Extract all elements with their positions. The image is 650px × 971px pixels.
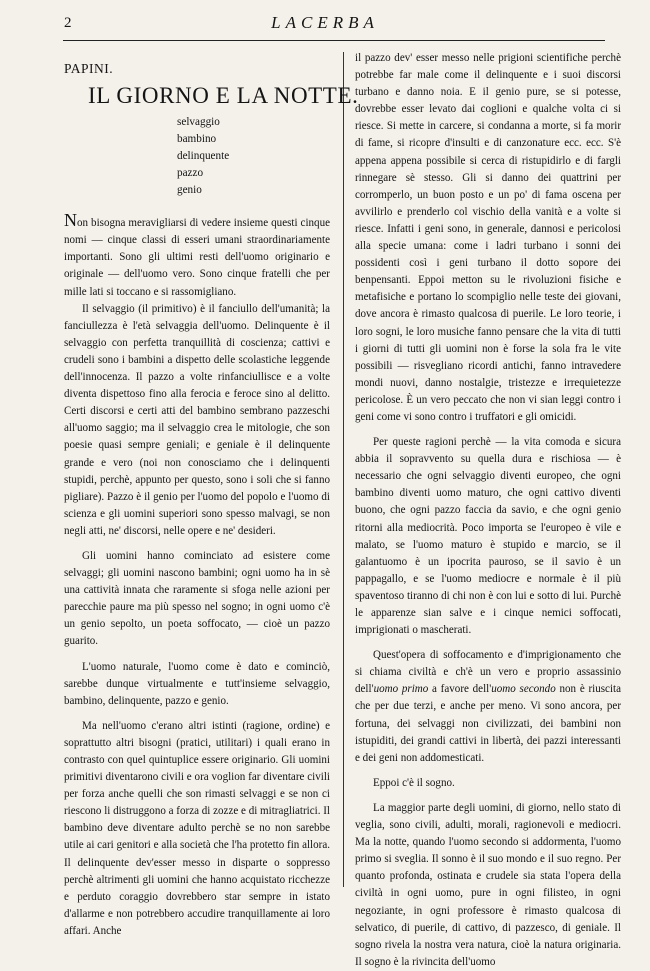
italic-phrase: uomo secondo xyxy=(491,683,556,696)
epigraph-line: delinquente xyxy=(177,150,230,163)
paragraph-text: a favore dell' xyxy=(428,683,492,696)
paragraph: L'uomo naturale, l'uomo come è dato e cominciò, sarebbe dunque virtualmente e tutt'insieme selvaggio, bambino, delinquente, pazzo e genio. xyxy=(64,660,330,707)
epigraph-line: bambino xyxy=(177,133,217,146)
paragraph: Eppoi c'è il sogno. xyxy=(373,776,455,789)
paragraph-text: non è riuscita che per due terzi, e anche per meno. Vi sono ancora, per fortuna, dei selvaggi non civilizzati, dei bambini non istupiditi, dei grandi cattivi in libertà, dei pazzi interessanti e dei geni non addomesticati. xyxy=(355,683,621,764)
paragraph xyxy=(64,210,330,300)
epigraph xyxy=(177,114,330,199)
epigraph-line: selvaggio xyxy=(177,116,220,129)
paragraph: Ma nell'uomo c'erano altri istinti (ragione, ordine) e soprattutto altri bisogni (pratici, utilitari) i quali erano in contrasto con quel quintuplice essere originario. Gli uomini primitivi diventarono civili e ora voglion far diventare civili per forza anche quelli che son rimasti selvaggi e se non ci riescono li distruggono a forza di zozze e di mitragliatrici. Il bambino deve diventare adulto perchè se no non sarebbe utile ai cari genitori e alla società che l'ha protetto fin allora. Il delinquente dev'esser messo in disparte o soppresso perchè altrimenti gli uomini che hanno acquistato ricchezze e perduto coraggio dovrebbero star sempre in istato d'allarme e non potrebbero accudire tranquillamente ai loro affari. Anche xyxy=(64,719,330,937)
right-column xyxy=(355,50,621,968)
paragraph-text: Quest'opera di soffocamento e d'imprigionamento che si chiama civiltà e ch'è un vero e proprio assassinio dell' xyxy=(355,649,621,696)
paragraph: La maggior parte degli uomini, di giorno, nello stato di veglia, sono civili, adulti, morali, ragionevoli e mediocri. Ma la notte, quando l'uomo secondo si addormenta, l'uomo primo si sveglia. Il sonno è il suo mondo e il suo regno. Per quanto profonda, ostinata e crudele sia stata l'opera della civiltà in ogni uomo, pure in ogni filisteo, in ogni negoziante, in ogni professore è rimasto qualcosa di selvatico, di puerile, di cattivo, di pazzesco, di geniale. Il sogno rivela la nostra vera natura, cioè la natura originaria. Il sogno è la rivincita dell'uomo xyxy=(355,801,621,968)
article-title: IL GIORNO E LA NOTTE. xyxy=(88,83,359,109)
epigraph-line: genio xyxy=(177,184,202,197)
journal-title: LACERBA xyxy=(271,13,379,32)
paragraph xyxy=(355,647,621,767)
paragraph: Per queste ragioni perchè — la vita comoda e sicura abbia il sopravvento su quella dura e rischiosa — è necessario che ogni selvaggio diventi europeo, che ogni bambino diventi uomo maturo, che ogni cattivo diventi buono, che ogni pazzo faccia da savio, e che ogni genio ritorni alla mediocrità. Poco importa se l'europeo è vile e malato, se l'uomo maturo è stupido e marcio, se il galantuomo è un ipocrita pauroso, se il savio è un pappagallo, e se l'uomo mediocre e normale è il più spaventoso tiranno di chi non è con lui e sotto di lui. Purchè le apparenze sian salve e i cinque nemici soffocati, imprigionati o mascherati. xyxy=(355,436,621,637)
header-rule xyxy=(63,40,605,41)
column-divider xyxy=(343,52,344,887)
epigraph-line: pazzo xyxy=(177,167,204,180)
page-number: 2 xyxy=(64,15,72,31)
paragraph: Gli uomini hanno cominciato ad esistere come selvaggi; gli uomini nascono bambini; ogni uomo ha in sè una cattività innata che raramente si sfoga nelle azioni per parecchie paure ma più spesso nel sogno; in ogni uomo c'è un genio sepolto, un poeta soffocato, — cioè un pazzo guarito. xyxy=(64,549,330,648)
paragraph: Il selvaggio (il primitivo) è il fanciullo dell'umanità; la fanciullezza è l'età selvaggia dell'uomo. Delinquente è il selvaggio con perfetta tranquillità di coscienza; cattivi e crudeli sono i bambini a dispetto delle scolastiche leggende dell'innocenza. Il pazzo a volte rinfanciullisce e a volte diventa dispettoso fino alla ferocia e feroce sino al delitto. Certi discorsi e certi atti del bambino sembrano pazzeschi all'uomo saggio; ma il selvaggio crea le mitologie, che son poesie quasi sempre geniali; e geniale è il delinquente grande e vero (noi non conosciamo che i delinquenti stupidi, perchè, appunto per questo, sono i soli che si fanno pigliare). Pazzo è il genio per l'uomo del popolo e l'uomo di scienza e gli uomini superiori sono spesso malvagi, se non negli atti, ne' discorsi, nelle opere e ne' desideri. xyxy=(64,302,330,537)
paragraph: il pazzo dev' esser messo nelle prigioni scientifiche perchè potrebbe far male come il delinquente e i suoi discorsi turbano e danno noia. E il genio pure, se si potesse, dovrebbe esser levato dai coglioni e qualche volta ci si riesce. Si mette in carcere, si condanna a morte, si fa morir di fame, si ricopre d'insulti e di canzonature ecc. ecc. S'è appena appena possibile si cerca di ristupidirlo e di fargli rinnegare sè stesso. Gli si danno dei quattrini per corromperlo, un buon posto e un po' di fama oscena per avvilirlo e prenderlo col vischio della vanità e a volte si riesce. Infatti i geni sono, in generale, dannosi e pericolosi alla specie umana: come i ladri turbano i sonni dei possidenti così i geni turbano il dotto sopore dei benpensanti. Eppoi metton su le rivoluzioni fisiche e metafisiche e portano lo scompiglio nelle teste dei giovani, dove ancora è rimasto qualcosa di puerile. Le loro teorie, i loro sogni, le loro musiche fanno pensare che la vita di tutti i giorni di tutti gli uomini non è forse la sola fra le vite possibili — risvegliano ricordi antichi, fanno intravedere mondi nuovi, danno nostalgie, tristezze e irrequietezze pericolose. È un vero peccato che non vi sian leggi contro i geni come vi sono contro i truffatori e gli omicidi. xyxy=(355,52,621,423)
italic-phrase: uomo primo xyxy=(373,683,429,696)
paragraph-text: on bisogna meravigliarsi di vedere insieme questi cinque nomi — cinque classi di esseri umani straordinariamente importanti. Sono gli ultimi resti dell'uomo originario e originale — dell'uomo vero. Sono cinque fratelli che per mille lati si toccano e si rassomigliano. xyxy=(64,217,330,298)
drop-cap: N xyxy=(64,210,77,231)
article-author: PAPINI. xyxy=(64,61,114,76)
left-column xyxy=(64,50,359,937)
